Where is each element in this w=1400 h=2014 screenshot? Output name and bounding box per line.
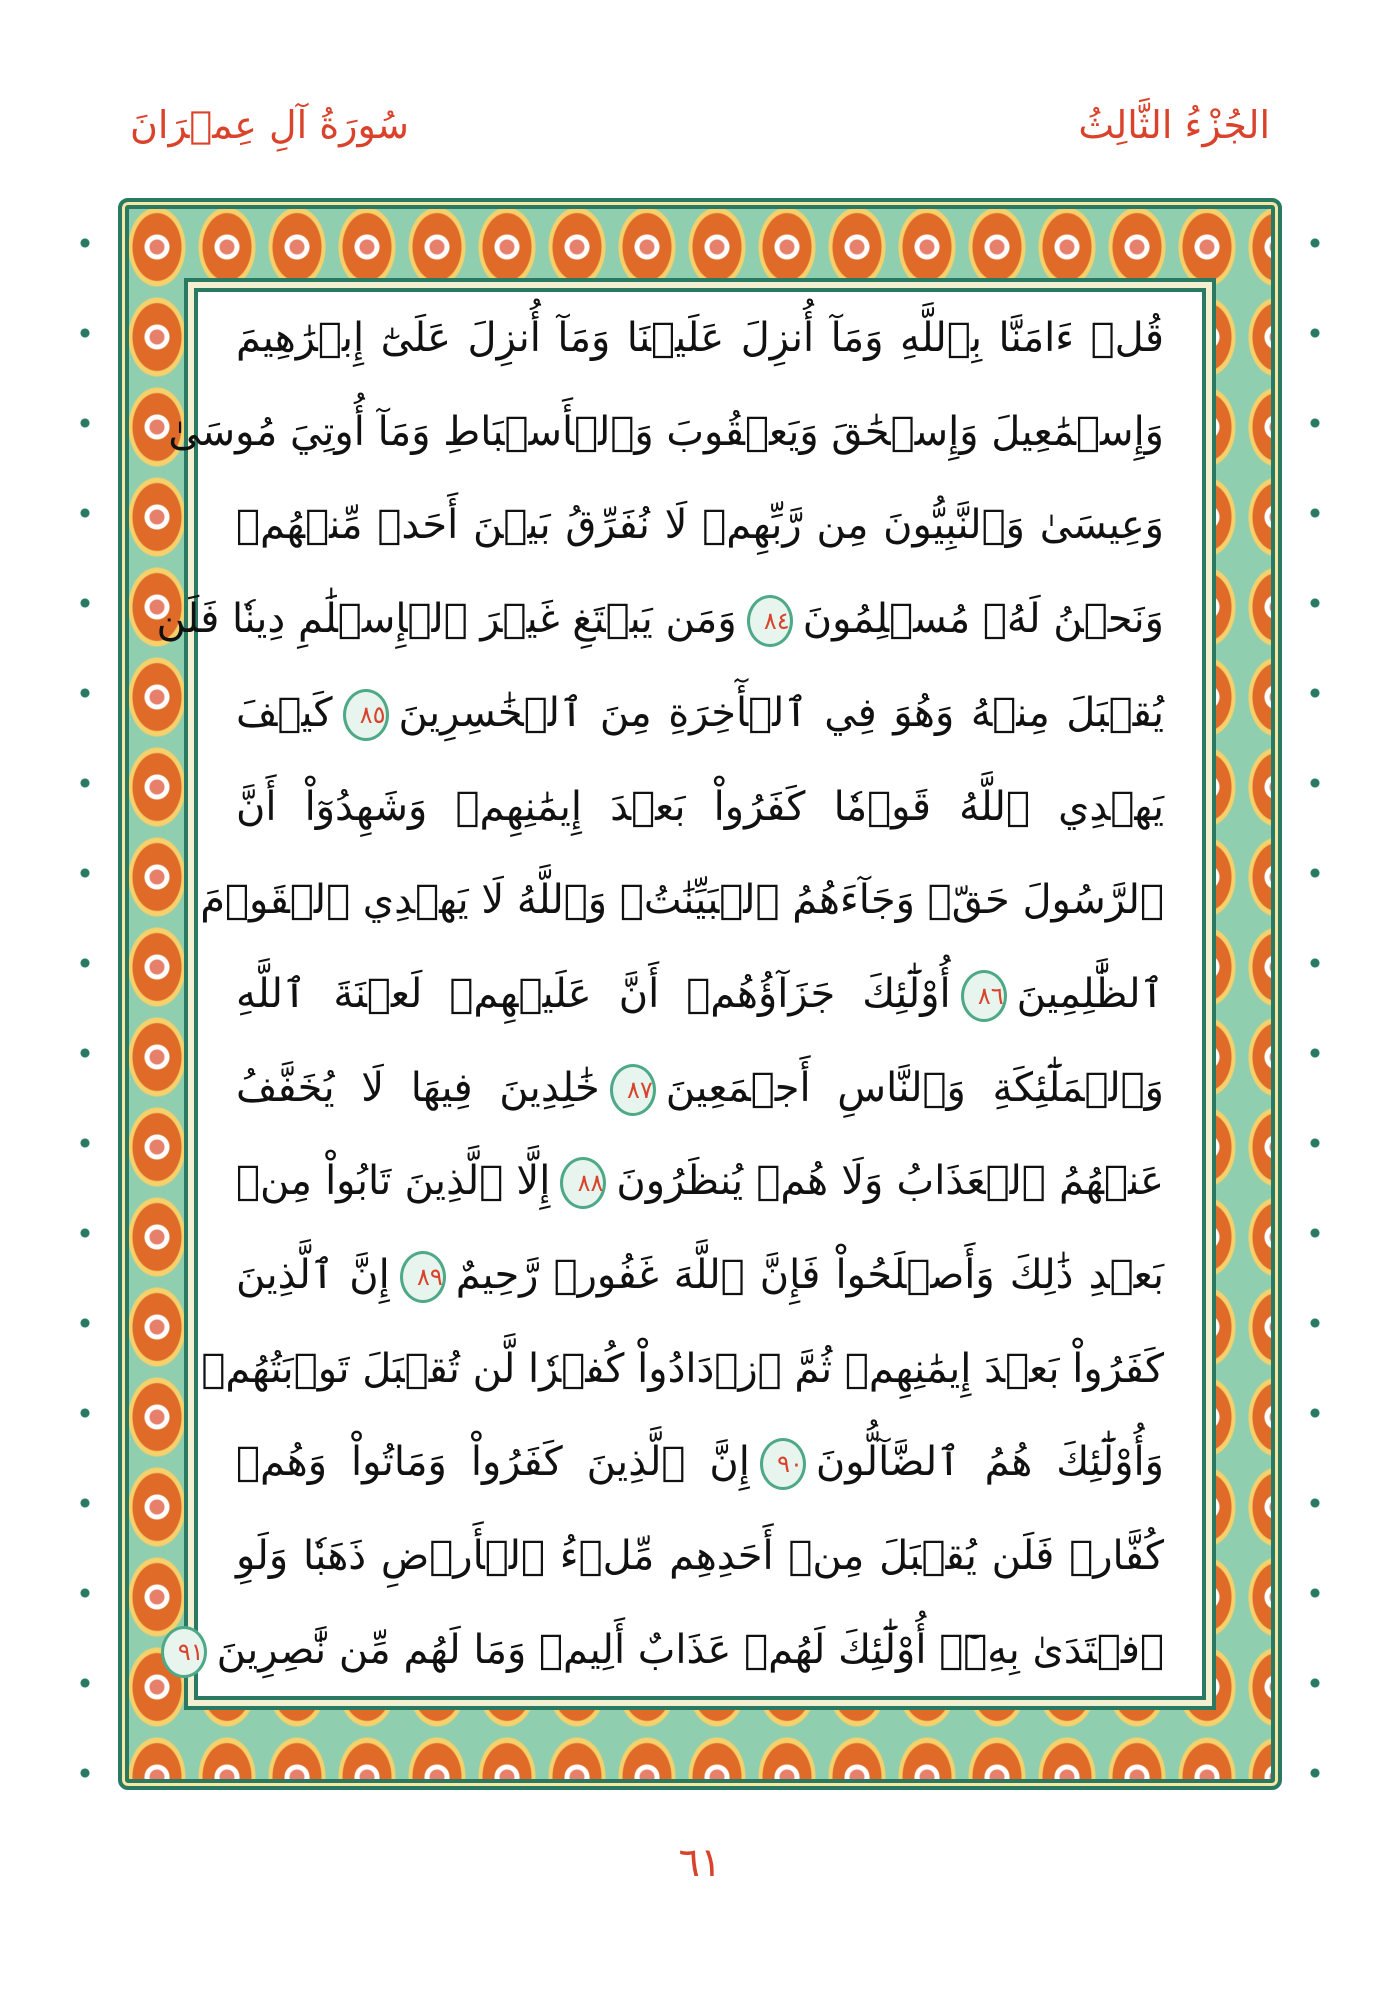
juz-title: الجُزْءُ الثَّالِثُ [1078,103,1270,147]
verse-text: وَأُوْلَٰٓئِكَ هُمُ ٱلضَّآلُّونَ [815,1439,1164,1486]
ayah-number-marker: ٩١ [161,1626,207,1678]
verse-text-block [156,306,1168,1682]
verse-text: إِنَّ ٱلَّذِينَ كَفَرُواْ وَمَاتُواْ وَهُمۡ [236,1439,750,1486]
surah-title: سُورَةُ آلِ عِمۡرَانَ [130,103,409,147]
ayah-number-marker: ٨٤ [747,595,793,647]
verse-line [232,1149,1168,1213]
ayah-number-marker: ٨٨ [560,1157,606,1209]
verse-text: أُوْلَٰٓئِكَ جَزَآؤُهُمۡ أَنَّ عَلَيۡهِمۡ لَعۡنَةَ ٱللَّهِ [236,970,951,1017]
verse-line [168,400,1168,464]
verse-line [232,306,1168,370]
verse-line [232,1524,1168,1588]
verse-text: ٱلرَّسُولَ حَقّٞ وَجَآءَهُمُ ٱلۡبَيِّنَٰتُۚ وَٱللَّهُ لَا يَهۡدِي ٱلۡقَوۡمَ [200,877,1164,924]
left-ornament-strip [70,198,100,1790]
verse-text: وَنَحۡنُ لَهُۥ مُسۡلِمُونَ [802,596,1164,643]
verse-text: وَمَن يَبۡتَغِ غَيۡرَ ٱلۡإِسۡلَٰمِ دِينٗا فَلَن [156,596,737,643]
verse-text: قُلۡ ءَامَنَّا بِٱللَّهِ وَمَآ أُنزِلَ عَلَيۡنَا وَمَآ أُنزِلَ عَلَىٰٓ إِبۡرَٰهِيمَ [236,315,1164,361]
page-header [130,95,1270,155]
verse-text: بَعۡدِ ذَٰلِكَ وَأَصۡلَحُواْ فَإِنَّ ٱللَّهَ غَفُورٞ رَّحِيمٌ [455,1252,1164,1299]
verse-line [232,1430,1168,1494]
page-number: ٦١ [678,1840,722,1886]
verse-line [232,775,1168,839]
verse-text: يُقۡبَلَ مِنۡهُ وَهُوَ فِي ٱلۡأٓخِرَةِ مِنَ ٱلۡخَٰسِرِينَ [398,689,1164,736]
verse-line [200,868,1168,932]
verse-text: وَعِيسَىٰ وَٱلنَّبِيُّونَ مِن رَّبِّهِمۡ لَا نُفَرِّقُ بَيۡنَ أَحَدٖ مِّنۡهُمۡ [236,502,1164,549]
verse-text: وَإِسۡمَٰعِيلَ وَإِسۡحَٰقَ وَيَعۡقُوبَ وَٱلۡأَسۡبَاطِ وَمَآ أُوتِيَ مُوسَىٰ [168,408,1164,455]
verse-line [201,1337,1168,1401]
right-ornament-strip [1300,198,1330,1790]
verse-line [232,1243,1168,1307]
verse-text: إِنَّ ٱلَّذِينَ [236,1252,390,1299]
verse-line [232,962,1168,1026]
verse-text: كُفَّارٞ فَلَن يُقۡبَلَ مِنۡ أَحَدِهِم مِّلۡءُ ٱلۡأَرۡضِ ذَهَبٗا وَلَوِ [236,1533,1164,1580]
ayah-number-marker: ٨٦ [961,970,1007,1022]
verse-text: ٱفۡتَدَىٰ بِهِۦٓۗ أُوْلَٰٓئِكَ لَهُمۡ عَذَابٌ أَلِيمٞ وَمَا لَهُم مِّن نَّٰصِرِينَ [216,1626,1164,1673]
verse-text: وَٱلۡمَلَٰٓئِكَةِ وَٱلنَّاسِ أَجۡمَعِينَ [665,1064,1165,1111]
verse-text: إِلَّا ٱلَّذِينَ تَابُواْ مِنۢ [236,1158,551,1205]
verse-text: عَنۡهُمُ ٱلۡعَذَابُ وَلَا هُمۡ يُنظَرُونَ [616,1158,1165,1205]
verse-text: ٱلظَّٰلِمِينَ [1016,970,1164,1017]
verse-line [177,1618,1168,1682]
ayah-number-marker: ٨٧ [610,1064,656,1116]
verse-line [232,681,1168,745]
verse-text: كَيۡفَ [236,689,333,736]
ayah-number-marker: ٨٩ [400,1251,446,1303]
verse-text: يَهۡدِي ٱللَّهُ قَوۡمٗا كَفَرُواْ بَعۡدَ إِيمَٰنِهِمۡ وَشَهِدُوٓاْ أَنَّ [236,783,1164,830]
verse-line [232,1056,1168,1120]
verse-text: كَفَرُواْ بَعۡدَ إِيمَٰنِهِمۡ ثُمَّ ٱزۡدَادُواْ كُفۡرٗا لَّن تُقۡبَلَ تَوۡبَتُهُمۡ [201,1345,1164,1392]
verse-text: خَٰلِدِينَ فِيهَا لَا يُخَفَّفُ [236,1064,600,1111]
ayah-number-marker: ٨٥ [343,689,389,741]
decorative-frame [118,198,1282,1790]
ayah-number-marker: ٩٠ [760,1438,806,1490]
verse-line [156,587,1168,651]
verse-line [232,493,1168,557]
text-panel [156,288,1206,1700]
